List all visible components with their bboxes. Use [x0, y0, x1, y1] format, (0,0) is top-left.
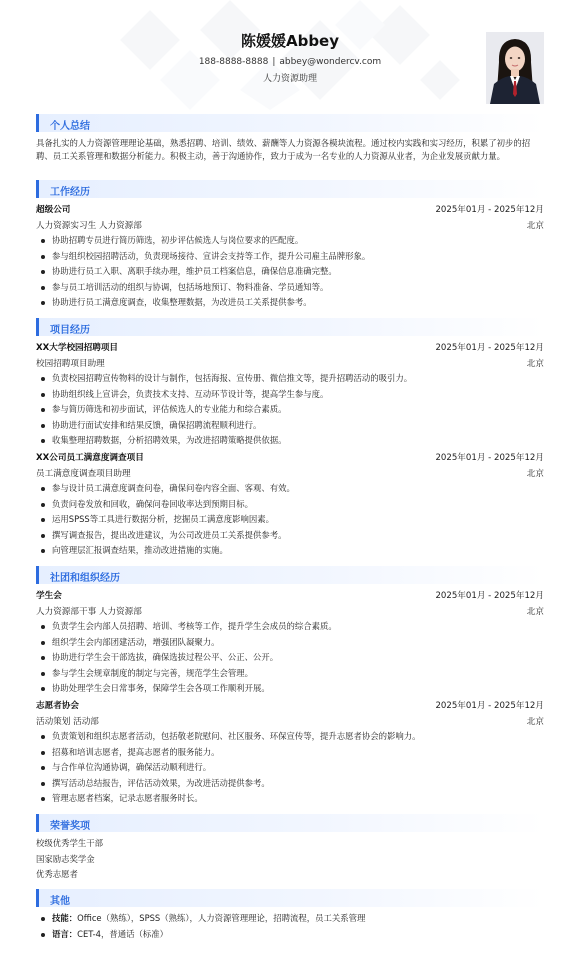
header-decoration: [120, 0, 460, 110]
section-other-title: [36, 889, 544, 907]
list-item: 招募和培训志愿者，提高志愿者的服务能力。: [36, 745, 544, 761]
honor-item: 校级优秀学生干部: [36, 838, 103, 848]
project-entry-subheader: [36, 357, 544, 370]
section-summary-title: [36, 114, 544, 132]
list-item: 撰写活动总结报告，评估活动效果，为改进活动提供参考。: [36, 776, 544, 792]
club-bullets: [36, 729, 544, 807]
language-label: 语言：: [52, 928, 78, 939]
club-name: 学生会: [36, 591, 62, 601]
section-work-title: [36, 180, 544, 198]
list-item: 协助招聘专员进行简历筛选，初步评估候选人与岗位要求的匹配度。: [36, 233, 544, 249]
work-date: 2025年01月 - 2025年12月: [435, 205, 544, 215]
club-entry-header: [36, 589, 544, 602]
project-name: XX公司员工满意度调查项目: [36, 453, 144, 463]
list-item: 协助进行员工满意度调查，收集整理数据，为改进员工关系提供参考。: [36, 295, 544, 311]
club-location: 北京: [526, 607, 544, 617]
profile-photo: [486, 32, 544, 104]
language-item: [36, 927, 544, 943]
club-entry-subheader: [36, 715, 544, 728]
section-accent-bar: [36, 180, 39, 198]
club-entry-subheader: [36, 605, 544, 618]
section-projects-title: [36, 318, 544, 336]
other-list: [36, 911, 544, 942]
list-item: 负责学生会内部人员招聘、培训、考核等工作，提升学生会成员的综合素质。: [36, 619, 544, 635]
target-role: 人力资源助理: [262, 74, 317, 84]
section-accent-bar: [36, 566, 39, 584]
project-name: XX大学校园招聘项目: [36, 343, 119, 353]
club-date: 2025年01月 - 2025年12月: [435, 701, 544, 711]
section-work-heading: 工作经历: [50, 187, 90, 198]
contact-separator: |: [272, 57, 276, 67]
section-accent-bar: [36, 114, 39, 132]
section-accent-bar: [36, 814, 39, 832]
section-summary-heading: 个人总结: [50, 121, 90, 132]
list-item: 参与组织校园招聘活动，负责现场接待、宣讲会支持等工作，提升公司雇主品牌形象。: [36, 249, 544, 265]
list-item: 负责问卷发放和回收，确保问卷回收率达到预期目标。: [36, 497, 544, 513]
work-location: 北京: [526, 221, 544, 231]
section-clubs-heading: 社团和组织经历: [50, 573, 120, 584]
project-entry-header: [36, 451, 544, 464]
club-entry-header: [36, 699, 544, 712]
list-item: 参与员工培训活动的组织与协调，包括场地预订、物料准备、学员通知等。: [36, 280, 544, 296]
skills-item: [36, 911, 544, 927]
club-role: 活动策划 活动部: [36, 717, 99, 727]
club-role: 人力资源部干事 人力资源部: [36, 607, 142, 617]
project-location: 北京: [526, 469, 544, 479]
list-item: 负责策划和组织志愿者活动，包括敬老院慰问、社区服务、环保宣传等，提升志愿者协会的影响力。: [36, 729, 544, 745]
list-item: 与合作单位沟通协调，确保活动顺利进行。: [36, 760, 544, 776]
project-entry-header: [36, 341, 544, 354]
phone-number: 188-8888-8888: [198, 57, 269, 67]
candidate-name: 陈媛媛Abbey: [240, 32, 340, 50]
section-clubs-title: [36, 566, 544, 584]
section-honors-title: [36, 814, 544, 832]
work-bullets: [36, 233, 544, 311]
project-location: 北京: [526, 359, 544, 369]
skills-label: 技能：: [52, 913, 78, 923]
list-item: 协助处理学生会日常事务，保障学生会各项工作顺利开展。: [36, 681, 544, 697]
language-value: CET-4，普通话（标准）: [77, 928, 168, 939]
list-item: 参与设计员工满意度调查问卷，确保问卷内容全面、客观、有效。: [36, 481, 544, 497]
list-item: 撰写调查报告，提出改进建议，为公司改进员工关系提供参考。: [36, 528, 544, 544]
email-address: abbey@wondercv.com: [279, 57, 382, 67]
project-role: 员工满意度调查项目助理: [36, 469, 131, 479]
list-item: 管理志愿者档案，记录志愿者服务时长。: [36, 791, 544, 807]
list-item: 组织学生会内部团建活动，增强团队凝聚力。: [36, 635, 544, 651]
section-honors-heading: 荣誉奖项: [50, 821, 90, 832]
project-role: 校园招聘项目助理: [36, 359, 105, 369]
list-item: 协助进行员工入职、离职手续办理，维护员工档案信息，确保信息准确完整。: [36, 264, 544, 280]
club-bullets: [36, 619, 544, 697]
section-accent-bar: [36, 889, 39, 907]
project-bullets: [36, 481, 544, 559]
project-entry-subheader: [36, 467, 544, 480]
section-other-heading: 其他: [50, 896, 70, 907]
work-entry-subheader: [36, 219, 544, 232]
list-item: 收集整理招聘数据，分析招聘效果，为改进招聘策略提供依据。: [36, 433, 544, 449]
work-org: 超级公司: [36, 205, 71, 215]
club-location: 北京: [526, 717, 544, 727]
skills-value: Office（熟练），SPSS（熟练），人力资源管理理论，招聘流程，员工关系管理: [77, 913, 366, 923]
project-date: 2025年01月 - 2025年12月: [435, 343, 544, 353]
honors-list: [36, 836, 544, 883]
list-item: 协助组织线上宣讲会，负责技术支持、互动环节设计等，提高学生参与度。: [36, 387, 544, 403]
list-item: 运用SPSS等工具进行数据分析，挖掘员工满意度影响因素。: [36, 512, 544, 528]
summary-text: 具备扎实的人力资源管理理论基础，熟悉招聘、培训、绩效、薪酬等人力资源各模块流程。通过校内实践和实习经历，积累了初步的招聘、员工关系管理和数据分析能力。积极主动，善于沟通协作，致力于成为一名专业的人力资源从业者，为企业发展贡献力量。: [36, 138, 531, 161]
list-item: 向管理层汇报调查结果，推动改进措施的实施。: [36, 543, 544, 559]
section-projects-heading: 项目经历: [50, 325, 90, 336]
list-item: 负责校园招聘宣传物料的设计与制作，包括海报、宣传册、微信推文等，提升招聘活动的吸引力。: [36, 371, 544, 387]
section-accent-bar: [36, 318, 39, 336]
project-date: 2025年01月 - 2025年12月: [435, 453, 544, 463]
list-item: 参与简历筛选和初步面试，评估候选人的专业能力和综合素质。: [36, 402, 544, 418]
list-item: 协助进行面试安排和结果反馈，确保招聘流程顺利进行。: [36, 418, 544, 434]
work-entry-header: [36, 203, 544, 216]
club-name: 志愿者协会: [36, 701, 79, 711]
club-date: 2025年01月 - 2025年12月: [435, 591, 544, 601]
project-bullets: [36, 371, 544, 449]
work-position: 人力资源实习生 人力资源部: [36, 221, 142, 231]
list-item: 协助进行学生会干部选拔，确保选拔过程公平、公正、公开。: [36, 650, 544, 666]
honor-item: 优秀志愿者: [36, 869, 78, 879]
list-item: 参与学生会规章制度的制定与完善，规范学生会管理。: [36, 666, 544, 682]
honor-item: 国家励志奖学金: [36, 853, 95, 864]
resume-header: [0, 0, 580, 110]
